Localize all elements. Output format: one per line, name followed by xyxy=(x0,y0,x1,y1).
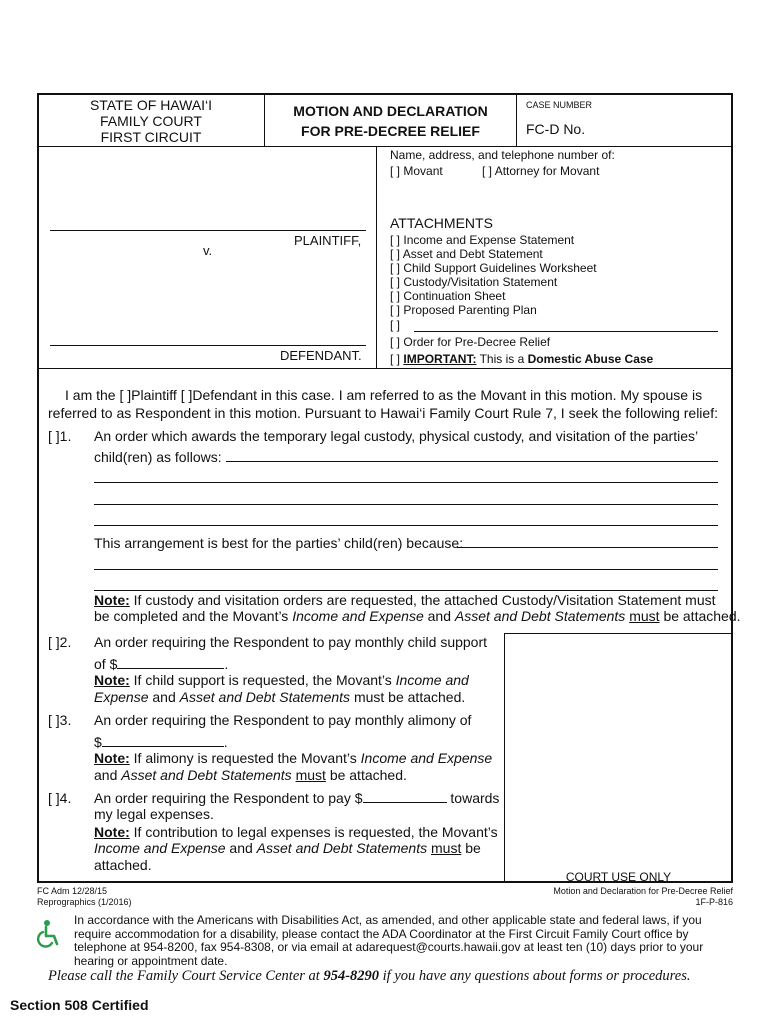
item1-note-line1 xyxy=(94,592,716,608)
movant-option[interactable] xyxy=(390,164,443,178)
caption-bottom-rule xyxy=(38,368,732,369)
note-text-italic: Asset and Debt Statements xyxy=(256,840,428,856)
item2-checkbox[interactable] xyxy=(48,634,71,650)
important-text: This is a xyxy=(479,352,525,366)
item1-because: This arrangement is best for the parties’ child(ren) because: xyxy=(94,535,464,551)
note-text: be completed and the Movant’s xyxy=(94,608,289,624)
note-text-italic: Income and Expense xyxy=(360,750,493,766)
item-number: 3. xyxy=(59,712,72,728)
intro-text-mid: Defendant in this case. I am referred to as the Movant in this motion. My spouse is xyxy=(192,387,703,403)
note-text: be xyxy=(465,840,481,856)
attachment-label: Custody/Visitation Statement xyxy=(403,275,558,289)
checkbox[interactable]: [ ] xyxy=(48,712,60,728)
note-text-italic: Income and Expense xyxy=(292,608,424,624)
item2-of: of $ xyxy=(94,656,118,672)
caption-divider xyxy=(376,146,377,368)
item4-checkbox[interactable] xyxy=(48,790,71,806)
item1-note-line2 xyxy=(94,608,741,624)
attachment-other-line[interactable] xyxy=(414,331,718,332)
checkbox[interactable]: [ ] xyxy=(390,233,401,247)
ada-line: hearing or appointment date. xyxy=(74,953,228,968)
plaintiff-label: PLAINTIFF, xyxy=(294,233,362,248)
reason-input-line[interactable] xyxy=(94,569,718,570)
plaintiff-checkbox[interactable]: [ ] xyxy=(119,387,132,403)
child-support-amount-field[interactable] xyxy=(117,656,224,669)
alimony-amount-field[interactable] xyxy=(102,734,224,747)
attachment-label: Child Support Guidelines Worksheet xyxy=(403,261,597,275)
intro-plaintiff: Plaintiff xyxy=(131,387,177,403)
plaintiff-name-line[interactable] xyxy=(50,230,366,231)
attachment-item[interactable] xyxy=(390,275,597,289)
item4-text-line2: my legal expenses. xyxy=(94,806,214,822)
item4-note-line3: attached. xyxy=(94,857,152,873)
important-label: IMPORTANT: xyxy=(403,352,477,366)
attorney-option[interactable] xyxy=(482,164,599,178)
note-text-italic: Asset and Debt Statements xyxy=(121,767,292,783)
service-text: if you have any questions about forms or procedures. xyxy=(382,968,691,984)
checkbox[interactable]: [ ] xyxy=(390,247,401,261)
service-center-notice xyxy=(48,968,690,985)
attachment-other[interactable] xyxy=(390,318,400,332)
attachment-label: Continuation Sheet xyxy=(403,289,506,303)
versus-label: v. xyxy=(203,243,213,258)
note-label: Note: xyxy=(94,750,130,766)
attachment-item[interactable] xyxy=(390,233,597,247)
note-text: be attached. xyxy=(329,767,407,783)
checkbox[interactable]: [ ] xyxy=(48,428,60,444)
item3-note-line2 xyxy=(94,767,407,783)
defendant-name-line[interactable] xyxy=(50,345,366,346)
checkbox[interactable]: [ ] xyxy=(390,275,401,289)
ada-notice xyxy=(74,914,703,968)
note-text: must be attached. xyxy=(353,689,466,705)
header-bottom-rule xyxy=(38,146,732,147)
item4-note-line2 xyxy=(94,840,481,856)
note-text-underline: must xyxy=(431,840,462,856)
ada-line: In accordance with the Americans with Disabilities Act, as amended, and other applicable state and federal laws, if you xyxy=(74,913,702,927)
attachment-item[interactable] xyxy=(390,247,597,261)
defendant-label: DEFENDANT. xyxy=(280,348,362,363)
checkbox[interactable]: [ ] xyxy=(48,634,60,650)
note-text-italic: Income and Expense xyxy=(94,840,226,856)
service-text: Please call the Family Court Service Center at xyxy=(48,968,320,984)
attachment-label: Asset and Debt Statement xyxy=(402,247,543,261)
court-line-circuit: FIRST CIRCUIT xyxy=(100,129,202,145)
item1-checkbox[interactable] xyxy=(48,428,71,444)
note-label: Note: xyxy=(94,672,130,688)
item1-text-line1: An order which awards the temporary legal custody, physical custody, and visitation of the parties’ xyxy=(94,428,699,444)
item2-note-line1 xyxy=(94,672,469,688)
item2-amount: of $ . xyxy=(94,656,229,672)
item-number: 2. xyxy=(59,634,72,650)
case-number-prefix: FC-D No. xyxy=(526,121,586,137)
custody-input-line[interactable] xyxy=(94,504,718,505)
item3-dollar: $ xyxy=(94,734,102,750)
domestic-abuse-flag[interactable] xyxy=(390,352,653,366)
attachment-order-label: Order for Pre-Decree Relief xyxy=(403,335,551,349)
section-508-label: Section 508 Certified xyxy=(10,997,149,1013)
court-use-box xyxy=(504,633,733,883)
checkbox[interactable]: [ ] xyxy=(390,303,401,317)
note-label: Note: xyxy=(94,824,130,840)
attachment-label: Proposed Parenting Plan xyxy=(403,303,537,317)
court-line-state: STATE OF HAWAI‘I xyxy=(89,97,213,113)
court-line-family: FAMILY COURT xyxy=(100,113,202,129)
case-number-label: CASE NUMBER xyxy=(526,100,593,110)
checkbox[interactable]: [ ] xyxy=(390,335,401,349)
intro-line1 xyxy=(65,387,702,403)
form-title-right: Motion and Declaration for Pre-Decree Relief xyxy=(553,886,733,896)
court-use-label: COURT USE ONLY xyxy=(565,870,672,884)
note-text: be attached. xyxy=(663,608,741,624)
custody-input-line[interactable] xyxy=(226,461,718,462)
defendant-checkbox[interactable]: [ ] xyxy=(180,387,193,403)
note-text: and xyxy=(229,840,253,856)
item-number: 4. xyxy=(59,790,72,806)
item-number: 1. xyxy=(59,428,72,444)
note-text: and xyxy=(152,689,176,705)
checkbox[interactable]: [ ] xyxy=(390,318,401,332)
note-text-italic: Income and xyxy=(395,672,469,688)
intro-text: I am the xyxy=(65,387,116,403)
form-title-line2: FOR PRE-DECREE RELIEF xyxy=(301,123,480,139)
attachment-item[interactable] xyxy=(390,261,597,275)
form-title-line1: MOTION AND DECLARATION xyxy=(293,103,488,119)
court-name xyxy=(38,97,264,145)
attachments-heading: ATTACHMENTS xyxy=(390,215,493,231)
note-text-underline: must xyxy=(295,767,326,783)
note-text-italic: Expense xyxy=(94,689,149,705)
checkbox[interactable]: [ ] xyxy=(48,790,60,806)
ada-line: telephone at 954-8200, fax 954-8308, or via email at adarequest@courts.hawaii.gov at least ten (10) days prior to your xyxy=(74,940,704,954)
reason-input-line[interactable] xyxy=(94,590,718,591)
note-text-italic: Asset and Debt Statements xyxy=(454,608,626,624)
form-code-right: 1F-P-816 xyxy=(695,897,733,907)
attachment-label: Income and Expense Statement xyxy=(403,233,575,247)
movant-option-label: Movant xyxy=(403,164,443,178)
attorney-option-label: Attorney for Movant xyxy=(494,164,600,178)
note-text-underline: must xyxy=(629,608,660,624)
form-code-left: FC Adm 12/28/15 xyxy=(37,886,108,896)
service-phone: 954-8290 xyxy=(323,968,380,984)
checkbox[interactable]: [ ] xyxy=(390,289,401,303)
reprographics-label: Reprographics (1/2016) xyxy=(37,897,132,907)
attachment-order[interactable] xyxy=(390,335,550,349)
note-text: If custody and visitation orders are requested, the attached Custody/Visitation Statement must xyxy=(133,592,716,608)
custody-input-line[interactable] xyxy=(94,525,718,526)
item1-text-line2: child(ren) as follows: xyxy=(94,449,222,465)
note-text: and xyxy=(94,767,118,783)
ada-line: require accommodation for a disability, please contact the ADA Coordinator at the First Circuit Family Court office by xyxy=(74,926,689,941)
item4-text-line1 xyxy=(94,790,499,806)
header-divider-2 xyxy=(516,94,517,146)
item4-text-towards: towards xyxy=(450,790,500,806)
item3-amount: $ . xyxy=(94,734,228,750)
item3-checkbox[interactable] xyxy=(48,712,71,728)
attachment-item[interactable] xyxy=(390,289,597,303)
note-text: If child support is requested, the Movant’s xyxy=(133,672,392,688)
note-text: If contribution to legal expenses is requested, the Movant’s xyxy=(133,824,498,840)
item4-note-line1 xyxy=(94,824,498,840)
checkbox[interactable]: [ ] xyxy=(482,164,493,178)
legal-expense-amount-field[interactable] xyxy=(363,790,447,803)
item3-text: An order requiring the Respondent to pay monthly alimony of xyxy=(94,712,472,728)
reason-input-line[interactable] xyxy=(457,547,718,548)
intro-line2: referred to as Respondent in this motion. Pursuant to Hawai‘i Family Court Rule 7, I seek the following relief: xyxy=(48,405,718,421)
note-text-italic: Asset and Debt Statements xyxy=(179,689,351,705)
checkbox[interactable]: [ ] xyxy=(390,261,401,275)
wheelchair-accessibility-icon xyxy=(34,918,66,950)
custody-input-line[interactable] xyxy=(94,482,718,483)
name-address-label: Name, address, and telephone number of: xyxy=(390,148,615,162)
item2-note-line2 xyxy=(94,689,465,705)
checkbox[interactable]: [ ] xyxy=(390,164,401,178)
note-label: Note: xyxy=(94,592,130,608)
item2-text: An order requiring the Respondent to pay monthly child support xyxy=(94,634,488,650)
item4-text: An order requiring the Respondent to pay $ xyxy=(94,790,363,806)
note-text: and xyxy=(427,608,451,624)
attachments-list xyxy=(390,233,597,317)
checkbox[interactable]: [ ] xyxy=(390,352,401,366)
important-text-bold: Domestic Abuse Case xyxy=(527,352,654,366)
attachment-item[interactable] xyxy=(390,303,597,317)
note-text: If alimony is requested the Movant’s xyxy=(133,750,357,766)
item3-note-line1 xyxy=(94,750,492,766)
